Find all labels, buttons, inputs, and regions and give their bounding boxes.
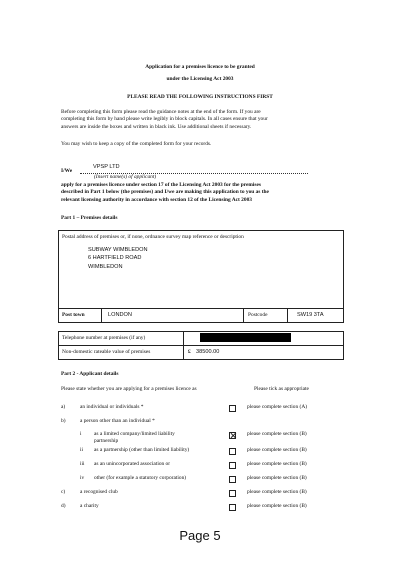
address-field[interactable] [88, 246, 148, 271]
option-checkbox[interactable] [229, 462, 236, 469]
option-instruction: please complete section (B) [247, 447, 307, 453]
intro-copy-note: You may wish to keep a copy of the completed form for your records. [61, 141, 212, 147]
intro-line: Before completing this form please read the guidance notes at the end of the form. If you are [61, 109, 261, 115]
option-letter: b) [61, 418, 66, 424]
statement-line: relevant licensing authority in accordance with section 12 of the Licensing Act 2003 [61, 196, 252, 203]
option-label [94, 475, 234, 482]
statement-line: described in Part 1 below (the premises) and I/we are making this application to you as the [61, 189, 269, 196]
postcode-value[interactable]: SW19 3TA [297, 312, 324, 318]
option-instruction: please complete section (B) [247, 503, 307, 509]
applicant-name-value: VPSP LTD [93, 164, 120, 170]
option-label [94, 431, 234, 446]
option-checkbox[interactable] [229, 476, 236, 483]
option-label [80, 503, 220, 510]
option-instruction: please complete section (B) [247, 431, 307, 437]
option-label [94, 447, 234, 454]
postcode-divider-left [243, 308, 244, 323]
option-label-line: as an unincorporated association or [94, 461, 171, 467]
table-row-divider [58, 345, 344, 346]
address-line: SUBWAY WIMBLEDON [88, 247, 148, 253]
telephone-label: Telephone number at premises (if any) [62, 335, 146, 341]
option-label-line: a recognised club [80, 489, 118, 495]
page-number: Page 5 [179, 528, 221, 543]
form-title-line2: under the Licensing Act 2003 [166, 76, 234, 82]
option-label-line: a charity [80, 503, 99, 509]
postcode-divider-right [287, 308, 288, 323]
option-roman: ii [80, 447, 83, 453]
option-checkbox-checked[interactable] [229, 432, 236, 439]
option-roman: iii [80, 461, 85, 467]
option-label [94, 461, 234, 468]
intro-paragraph [61, 109, 361, 131]
option-label-line: an individual or individuals * [80, 404, 144, 410]
option-label-line: partnership [94, 438, 119, 445]
applicant-label: I/We [61, 168, 73, 174]
currency-symbol: £ [188, 349, 191, 355]
statement-line: apply for a premises licence under section 17 of the Licensing Act 2003 for the premises [61, 182, 261, 188]
tick-header: Please tick as appropriate [254, 386, 309, 392]
option-label [80, 404, 220, 411]
option-roman: iv [80, 475, 85, 481]
applicant-type-question: Please state whether you are applying for a premises licence as [61, 386, 197, 392]
applicant-name-field[interactable] [80, 164, 308, 174]
postcode-label: Postcode [248, 312, 268, 318]
part1-heading: Part 1 – Premises details [61, 215, 118, 221]
rateable-label: Non-domestic rateable value of premises [62, 349, 151, 355]
rateable-value[interactable]: 38500.00 [196, 349, 220, 355]
option-checkbox[interactable] [229, 448, 236, 455]
option-label-line: a person other than an individual * [80, 418, 155, 424]
intro-line: answers are inside the boxes and written in black ink. Use additional sheets if necessary. [61, 123, 252, 130]
intro-line: completing this form by hand please write legibly in block capitals. In all cases ensure that your [61, 116, 268, 123]
telephone-redaction [200, 333, 291, 342]
option-label-line: as a partnership (other than limited liability) [94, 447, 190, 453]
applicant-name-caption: (Insert name(s) of applicant) [94, 174, 157, 180]
option-instruction: please complete section (B) [247, 489, 307, 495]
post-town-value[interactable]: LONDON [108, 312, 132, 318]
applicant-statement [61, 182, 361, 204]
option-letter: c) [61, 489, 66, 495]
part2-heading: Part 2 - Applicant details [61, 371, 119, 377]
option-label-line: other (for example a statutory corporation) [94, 475, 187, 481]
option-letter: a) [61, 404, 66, 410]
post-town-label: Post town [62, 312, 85, 318]
option-letter: d) [61, 503, 66, 509]
option-instruction: please complete section (B) [247, 461, 307, 467]
table-col-divider [183, 331, 184, 360]
post-town-divider [101, 308, 102, 323]
address-label: Postal address of premises or, if none, ordnance survey map reference or description [62, 234, 244, 240]
option-label [80, 418, 220, 425]
form-title-line1: Application for a premises licence to be granted [145, 64, 255, 70]
option-checkbox[interactable] [229, 405, 236, 412]
option-label-line: as a limited company/limited liability [94, 431, 175, 437]
option-checkbox[interactable] [229, 490, 236, 497]
option-checkbox[interactable] [229, 504, 236, 511]
address-line: 6 HARTFIELD ROAD [88, 255, 142, 262]
option-instruction: please complete section (B) [247, 475, 307, 481]
option-label [80, 489, 220, 496]
instructions-heading: PLEASE READ THE FOLLOWING INSTRUCTIONS FIRST [127, 94, 273, 100]
address-line: WIMBLEDON [88, 263, 123, 270]
option-instruction: please complete section (A) [247, 404, 308, 410]
option-roman: i [80, 431, 82, 437]
